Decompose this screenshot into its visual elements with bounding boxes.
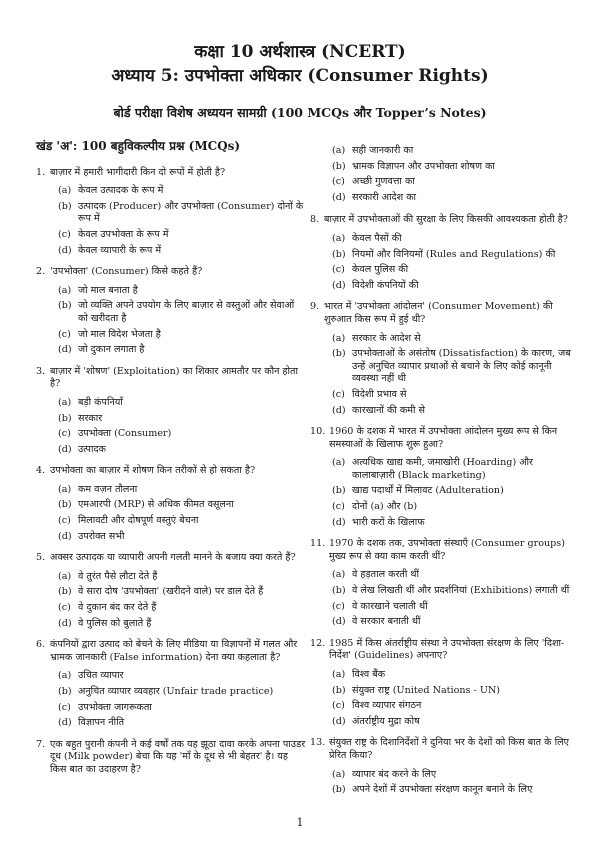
option-text: अंतर्राष्ट्रीय मुद्रा कोष	[352, 715, 420, 727]
question-text: बाज़ार में उपभोक्ताओं की सुरक्षा के लिए किसकी आवश्यकता होती है?	[324, 214, 568, 226]
option-text: उत्पादक (Producer) और उपभोक्ता (Consumer) दोनों के रूप में	[78, 200, 304, 225]
option-text: विदेशी प्रभाव से	[352, 388, 407, 400]
question-text: संयुक्त राष्ट्र के दिशानिर्देशों ने दुनिया भर के देशों को किस बात के लिए प्रेरित किया?	[329, 737, 569, 761]
option-label: (b)	[58, 200, 72, 212]
option-text: वे सारा दोष 'उपभोक्ता' (खरीदने वाले) पर डाल देते हैं	[78, 586, 264, 598]
right-column	[310, 145, 572, 806]
option-item	[332, 405, 572, 418]
option-text: नियमों और विनियमों (Rules and Regulations) की	[352, 248, 556, 260]
question-text: उपभोक्ता का बाज़ार में शोषण किन तरीकों से हो सकता है?	[50, 465, 256, 477]
question-item	[310, 737, 572, 796]
option-item	[58, 499, 306, 512]
option-label: (a)	[332, 768, 346, 780]
option-text: सरकार के आदेश से	[352, 332, 421, 344]
option-label: (b)	[332, 684, 346, 696]
left-question-list	[36, 167, 306, 777]
option-text: जो व्यक्ति अपने उपयोग के लिए बाज़ार से वस्तुओं और सेवाओं को खरीदता है	[78, 300, 295, 324]
option-label: (b)	[332, 160, 346, 172]
question-text-row	[310, 638, 572, 663]
question-text-row	[310, 301, 572, 326]
question-number: 5.	[36, 552, 46, 564]
question-number: 4.	[36, 465, 46, 477]
option-text: अत्यधिक खाद्य कमी, जमाखोरी (Hoarding) और कालाबाज़ारी (Black marketing)	[352, 457, 533, 481]
option-item	[332, 685, 572, 698]
question-text-row	[310, 426, 572, 451]
option-text: उत्पादक	[78, 443, 106, 455]
option-item	[332, 517, 572, 530]
question-text-row	[36, 465, 306, 478]
option-label: (d)	[58, 344, 72, 356]
option-label: (c)	[58, 328, 71, 340]
question-text: 'उपभोक्ता' (Consumer) किसे कहते हैं?	[50, 266, 203, 278]
option-text: जो माल विदेश भेजता है	[78, 328, 161, 340]
option-text: सरकार	[78, 412, 103, 424]
left-column	[36, 140, 306, 786]
option-label: (a)	[58, 396, 72, 408]
option-text: केवल उपभोक्ता के रूप में	[78, 228, 169, 240]
option-item	[58, 702, 306, 715]
document-title-line2: अध्याय 5: उपभोक्ता अधिकार (Consumer Rights)	[111, 66, 489, 86]
question-text-row	[36, 639, 306, 664]
option-text: अच्छी गुणवत्ता का	[352, 176, 415, 188]
option-text: वे कारखाने चलाती थीं	[352, 600, 428, 612]
option-text: विश्व व्यापार संगठन	[352, 700, 422, 712]
question-text-row	[36, 167, 306, 180]
option-item	[58, 586, 306, 599]
question-text-row	[36, 366, 306, 391]
option-item	[58, 686, 306, 699]
option-item	[58, 300, 306, 325]
option-label: (b)	[332, 585, 346, 597]
option-label: (d)	[58, 443, 72, 455]
option-label: (a)	[58, 185, 72, 197]
option-label: (d)	[332, 616, 346, 628]
option-item	[332, 769, 572, 782]
option-label: (a)	[58, 483, 72, 495]
option-text: उचित व्यापार	[78, 670, 124, 682]
option-label: (c)	[332, 264, 345, 276]
question-text-row	[310, 214, 572, 227]
option-item	[332, 333, 572, 346]
question-number: 8.	[310, 214, 320, 226]
option-label: (d)	[58, 244, 72, 256]
option-text: कम वज़न तौलना	[78, 483, 138, 495]
continued-options	[310, 145, 572, 204]
question-text: एक बहुत पुरानी कंपनी ने कई वर्षों तक यह झूठा दावा करके अपना पाउडर दूध (Milk powder) बेचा कि यह 'माँ के दूध से भी बेहतर' है। यह किस बात का उदाहरण है?	[50, 738, 306, 775]
question-item	[310, 426, 572, 529]
option-item	[332, 501, 572, 514]
option-label: (b)	[58, 586, 72, 598]
option-item	[58, 484, 306, 497]
option-item	[332, 280, 572, 293]
option-label: (d)	[332, 715, 346, 727]
option-label: (b)	[58, 300, 72, 312]
option-text: भ्रामक विज्ञापन और उपभोक्ता शोषण का	[352, 160, 495, 172]
question-item	[310, 301, 572, 417]
option-item	[332, 389, 572, 402]
option-label: (d)	[332, 516, 346, 528]
option-label: (a)	[58, 570, 72, 582]
question-item	[36, 552, 306, 630]
question-item	[310, 538, 572, 629]
question-text-row	[36, 552, 306, 565]
option-text: वे हड़ताल करती थीं	[352, 569, 420, 581]
option-item	[58, 515, 306, 528]
option-text: व्यापार बंद करने के लिए	[352, 768, 437, 780]
option-label: (c)	[58, 701, 71, 713]
option-item	[332, 348, 572, 386]
option-item	[58, 717, 306, 730]
option-text: विदेशी कंपनियों की	[352, 279, 419, 291]
question-item	[310, 638, 572, 729]
option-item	[58, 229, 306, 242]
option-item	[332, 569, 572, 582]
option-text: उपभोक्ता जागरूकता	[78, 701, 152, 713]
question-item	[36, 465, 306, 543]
question-item	[36, 167, 306, 258]
option-label: (b)	[332, 248, 346, 260]
option-item	[58, 531, 306, 544]
question-number: 1.	[36, 166, 46, 178]
option-text: उपभोक्ताओं के असंतोष (Dissatisfaction) के कारण, जब उन्हें अनुचित व्यापार प्रथाओं से बचाने के लिए कोई कानूनी व्यवस्था नहीं थी	[352, 348, 571, 385]
option-text: भारी करों के खिलाफ	[352, 516, 425, 528]
option-text: विज्ञापन नीति	[78, 717, 125, 729]
question-number: 7.	[36, 738, 46, 750]
question-text-row	[310, 538, 572, 563]
option-item	[332, 176, 572, 189]
option-text: कारखानों की कमी से	[352, 404, 425, 416]
question-number: 6.	[36, 639, 46, 651]
option-item	[58, 444, 306, 457]
option-item	[332, 616, 572, 629]
option-text: वे तुरंत पैसे लौटा देते हैं	[78, 570, 158, 582]
option-label: (d)	[58, 530, 72, 542]
option-item	[58, 413, 306, 426]
option-item	[58, 670, 306, 683]
option-label: (b)	[58, 499, 72, 511]
option-text: उपभोक्ता (Consumer)	[78, 428, 172, 440]
option-label: (a)	[58, 284, 72, 296]
option-item	[332, 485, 572, 498]
option-label: (c)	[332, 176, 345, 188]
option-label: (b)	[58, 686, 72, 697]
question-number: 13.	[310, 737, 326, 749]
option-label: (c)	[58, 602, 71, 614]
option-label: (c)	[58, 428, 71, 440]
option-item	[332, 601, 572, 614]
option-text: केवल व्यापारी के रूप में	[78, 244, 162, 256]
option-item	[332, 249, 572, 262]
question-number: 9.	[310, 301, 320, 313]
question-item	[36, 639, 306, 730]
option-label: (a)	[332, 669, 346, 680]
option-item	[58, 201, 306, 226]
option-label: (d)	[332, 191, 346, 203]
option-label: (b)	[58, 412, 72, 424]
document-header	[0, 40, 600, 88]
question-item	[36, 739, 306, 777]
option-item	[58, 571, 306, 584]
question-text: अक्सर उत्पादक या व्यापारी अपनी गलती मानने के बजाय क्या करते हैं?	[50, 552, 296, 564]
page-number: 1	[296, 816, 304, 829]
option-text: वे दुकान बंद कर देते हैं	[78, 602, 157, 614]
option-text: जो दुकान लगाता है	[78, 344, 145, 356]
option-label: (c)	[332, 700, 345, 712]
option-item	[332, 784, 572, 797]
option-text: सही जानकारी का	[352, 145, 414, 156]
option-label: (a)	[58, 670, 72, 682]
question-number: 11.	[310, 538, 326, 550]
option-label: (d)	[332, 279, 346, 291]
question-item	[36, 266, 306, 357]
option-item	[332, 233, 572, 246]
option-item	[332, 585, 572, 598]
option-text: विश्व बैंक	[352, 669, 386, 680]
option-item	[58, 185, 306, 198]
document-title-line1: कक्षा 10 अर्थशास्त्र (NCERT)	[194, 42, 406, 62]
option-label: (c)	[332, 600, 345, 612]
question-text-row	[310, 737, 572, 762]
question-text-row	[36, 739, 306, 777]
question-item	[36, 366, 306, 457]
option-text: केवल पैसों की	[352, 232, 402, 244]
question-text: 1970 के दशक तक, उपभोक्ता संस्थाएँ (Consumer groups) मुख्य रूप से क्या काम करती थीं?	[329, 538, 565, 562]
option-text: बड़ी कंपनियाँ	[78, 396, 123, 408]
option-label: (c)	[332, 501, 345, 513]
question-number: 3.	[36, 365, 46, 377]
option-item	[58, 329, 306, 342]
question-text: बाज़ार में 'शोषण' (Exploitation) का शिकार आमतौर पर कौन होता है?	[50, 365, 298, 390]
option-label: (c)	[58, 515, 71, 527]
question-text: भारत में 'उपभोक्ता आंदोलन' (Consumer Movement) की शुरुआत किस रूप में हुई थी?	[324, 301, 553, 325]
option-text: मिलावटी और दोषपूर्ण वस्तुएं बेचना	[78, 515, 199, 527]
option-text: अनुचित व्यापार व्यवहार (Unfair trade practice)	[78, 686, 274, 697]
option-label: (d)	[58, 717, 72, 729]
option-text: केवल पुलिस की	[352, 264, 409, 276]
option-label: (d)	[332, 404, 346, 416]
option-item	[58, 344, 306, 357]
section-title: खंड 'अ': 100 बहुविकल्पीय प्रश्न (MCQs)	[36, 139, 241, 153]
option-label: (a)	[332, 457, 346, 469]
option-item	[58, 245, 306, 258]
option-item	[58, 285, 306, 298]
question-number: 12.	[310, 637, 326, 649]
option-item	[332, 192, 572, 205]
option-item	[332, 161, 572, 174]
option-label: (b)	[332, 348, 346, 360]
option-text: केवल उत्पादक के रूप में	[78, 185, 164, 197]
option-text: अपने देशों में उपभोक्ता संरक्षण कानून बनाने के लिए	[352, 784, 533, 796]
option-item	[58, 618, 306, 631]
option-item	[58, 397, 306, 410]
option-label: (b)	[332, 485, 346, 497]
question-text: 1985 में किस अंतर्राष्ट्रीय संस्था ने उपभोक्ता संरक्षण के लिए 'दिशा-निर्देश' (Guidelines) अपनाए?	[329, 637, 565, 662]
option-label: (c)	[332, 388, 345, 400]
option-label: (a)	[332, 232, 346, 244]
option-text: वे पुलिस को बुलाते हैं	[78, 617, 152, 629]
option-text: सरकारी आदेश का	[352, 191, 417, 203]
option-text: एमआरपी (MRP) से अधिक कीमत वसूलना	[78, 499, 234, 511]
question-number: 2.	[36, 266, 46, 278]
question-number: 10.	[310, 426, 326, 438]
right-question-list	[310, 214, 572, 796]
option-item	[58, 602, 306, 615]
option-text: वे लेख लिखती थीं और प्रदर्शनियां (Exhibitions) लगाती थीं	[352, 585, 570, 597]
question-text: बाज़ार में हमारी भागीदारी किन दो रूपों में होती है?	[50, 166, 226, 178]
option-item	[332, 716, 572, 729]
question-text: 1960 के दशक में भारत में उपभोक्ता आंदोलन मुख्य रूप से किन समस्याओं के खिलाफ शुरू हुआ?	[329, 426, 558, 450]
option-text: जो माल बनाता है	[78, 284, 138, 296]
option-item	[332, 700, 572, 713]
question-text-row	[36, 266, 306, 279]
question-text: कंपनियों द्वारा उत्पाद को बेचने के लिए मीडिया या विज्ञापनों में गलत और भ्रामक जानकारी (False information) देना क्या कहलाता है?	[50, 639, 298, 663]
option-text: खाद्य पदार्थों में मिलावट (Adulteration)	[352, 485, 504, 497]
option-text: वे सरकार बनाती थीं	[352, 616, 421, 628]
option-label: (a)	[332, 145, 346, 156]
question-item	[310, 214, 572, 292]
option-item	[332, 145, 572, 158]
option-item	[332, 264, 572, 277]
option-item	[58, 428, 306, 441]
option-label: (a)	[332, 332, 346, 344]
option-label: (c)	[58, 228, 71, 240]
option-item	[332, 669, 572, 682]
option-label: (a)	[332, 569, 346, 581]
option-item	[332, 457, 572, 482]
option-label: (b)	[332, 784, 346, 796]
document-subtitle: बोर्ड परीक्षा विशेष अध्ययन सामग्री (100 MCQs और Topper’s Notes)	[113, 105, 487, 120]
option-label: (d)	[58, 617, 72, 629]
option-text: दोनों (a) और (b)	[352, 501, 418, 513]
option-text: संयुक्त राष्ट्र (United Nations - UN)	[352, 684, 501, 696]
option-text: उपरोक्त सभी	[78, 530, 125, 542]
